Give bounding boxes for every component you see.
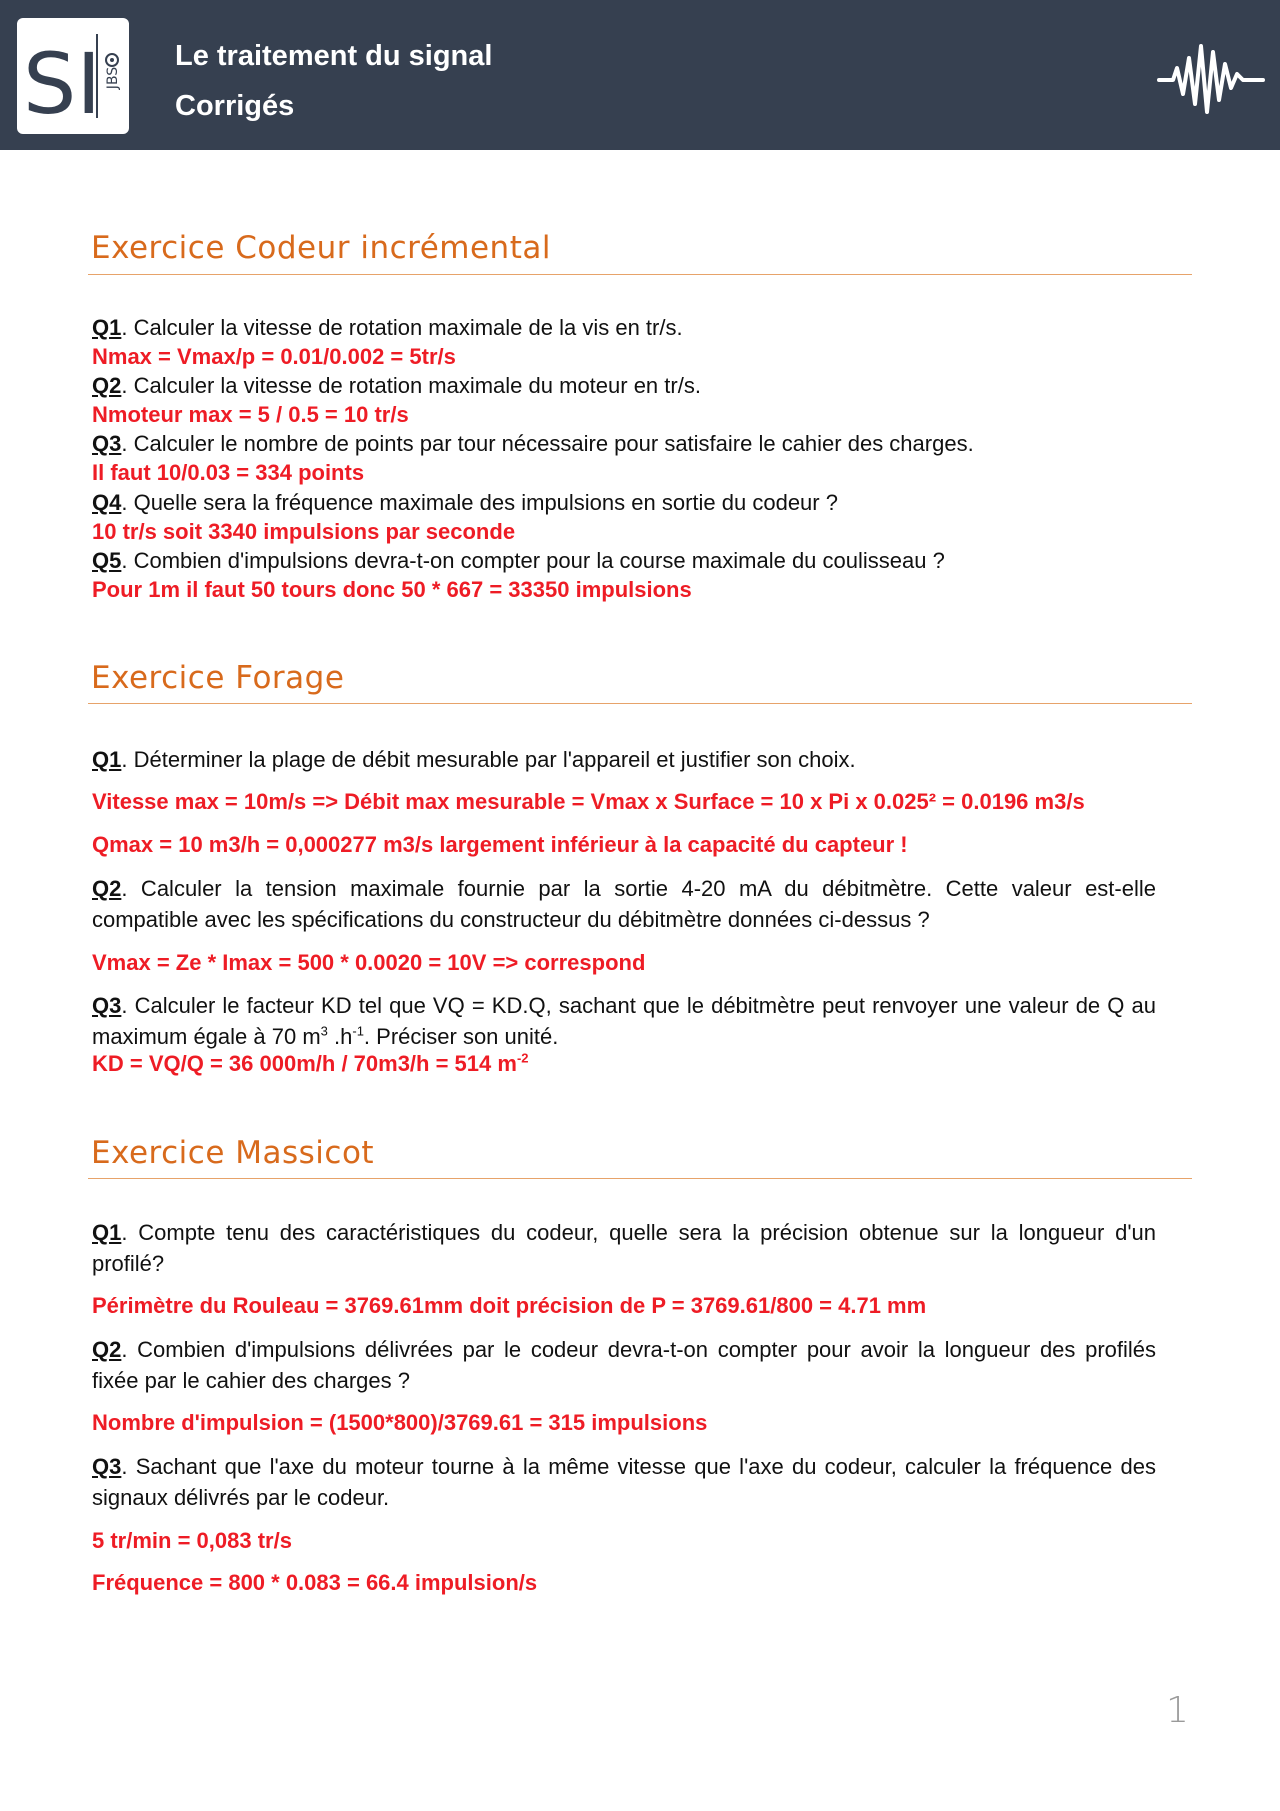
question-line: Q3. Calculer le nombre de points par tour nécessaire pour satisfaire le cahier des charges.	[92, 431, 974, 456]
question-paragraph: Q3. Calculer le facteur KD tel que VQ = KD.Q, sachant que le débitmètre peut renvoyer une valeur de Q au maximum égale à 70 $m^3$ $.h^{-1}$. Préciser son unité.	[92, 993, 1156, 1049]
header-title: Le traitement du signal	[175, 40, 493, 72]
answer-line: Vitesse max = 10m/s => Débit max mesurable = Vmax x Surface = 10 x Pi x 0.025² = 0.0196 m3/s	[92, 789, 1085, 814]
answer-line: Pour 1m il faut 50 tours donc 50 * 667 = 33350 impulsions	[92, 577, 692, 602]
answer-line: 10 tr/s soit 3340 impulsions par seconde	[92, 519, 516, 544]
section-title-codeur: Exercice Codeur incrémental	[91, 230, 551, 266]
header-subtitle: Corrigés	[175, 90, 295, 122]
section-divider	[88, 274, 1192, 275]
si-logo	[17, 18, 129, 134]
answer-line: Nmax = Vmax/p = 0.01/0.002 = 5tr/s	[92, 344, 456, 369]
answer-line: Il faut 10/0.03 = 334 points	[92, 460, 365, 485]
answer-line: KD = VQ/Q = 36 000m/h / 70m3/h = 514 $m^{-2}$	[92, 1050, 529, 1076]
signal-wave-icon	[1155, 38, 1267, 118]
question-line: Q2. Calculer la vitesse de rotation maximale du moteur en tr/s.	[92, 373, 701, 398]
section-divider	[88, 703, 1192, 704]
question-paragraph: Q1. Compte tenu des caractéristiques du codeur, quelle sera la précision obtenue sur la longueur d'un profilé?	[92, 1220, 1156, 1276]
answer-line: Nmoteur max = 5 / 0.5 = 10 tr/s	[92, 402, 409, 427]
answer-line: Nombre d'impulsion = (1500*800)/3769.61 = 315 impulsions	[92, 1410, 708, 1435]
section-title-forage: Exercice Forage	[91, 660, 345, 696]
section-title-massicot: Exercice Massicot	[91, 1135, 375, 1171]
answer-line: Vmax = Ze * Imax = 500 * 0.0020 = 10V => correspond	[92, 950, 646, 975]
question-line: Q5. Combien d'impulsions devra-t-on compter pour la course maximale du coulisseau ?	[92, 548, 945, 573]
answer-line: 5 tr/min = 0,083 tr/s	[92, 1528, 292, 1553]
answer-line: Fréquence = 800 * 0.083 = 66.4 impulsion/s	[92, 1570, 538, 1595]
question-line: Q4. Quelle sera la fréquence maximale des impulsions en sortie du codeur ?	[92, 490, 838, 515]
question-paragraph: Q3. Sachant que l'axe du moteur tourne à la même vitesse que l'axe du codeur, calculer la fréquence des signaux délivrés par le codeur.	[92, 1454, 1156, 1510]
page-number: 1	[1166, 1690, 1189, 1731]
answer-line: Qmax = 10 m3/h = 0,000277 m3/s largement inférieur à la capacité du capteur !	[92, 832, 908, 857]
question-line: Q1. Déterminer la plage de débit mesurable par l'appareil et justifier son choix.	[92, 747, 856, 772]
page-header	[0, 0, 1280, 150]
answer-line: Périmètre du Rouleau = 3769.61mm doit précision de P = 3769.61/800 = 4.71 mm	[92, 1293, 927, 1318]
svg-text:JBS: JBS	[105, 66, 121, 90]
question-paragraph: Q2. Combien d'impulsions délivrées par le codeur devra-t-on compter pour avoir la longueur des profilés fixée par le cahier des charges ?	[92, 1337, 1156, 1393]
section-divider	[88, 1178, 1192, 1179]
question-paragraph: Q2. Calculer la tension maximale fournie par la sortie 4-20 mA du débitmètre. Cette valeur est-elle compatible avec les spécifications du constructeur du débitmètre données ci-dessus ?	[92, 876, 1156, 932]
svg-text:SI: SI	[23, 35, 102, 133]
question-line: Q1. Calculer la vitesse de rotation maximale de la vis en tr/s.	[92, 315, 683, 340]
